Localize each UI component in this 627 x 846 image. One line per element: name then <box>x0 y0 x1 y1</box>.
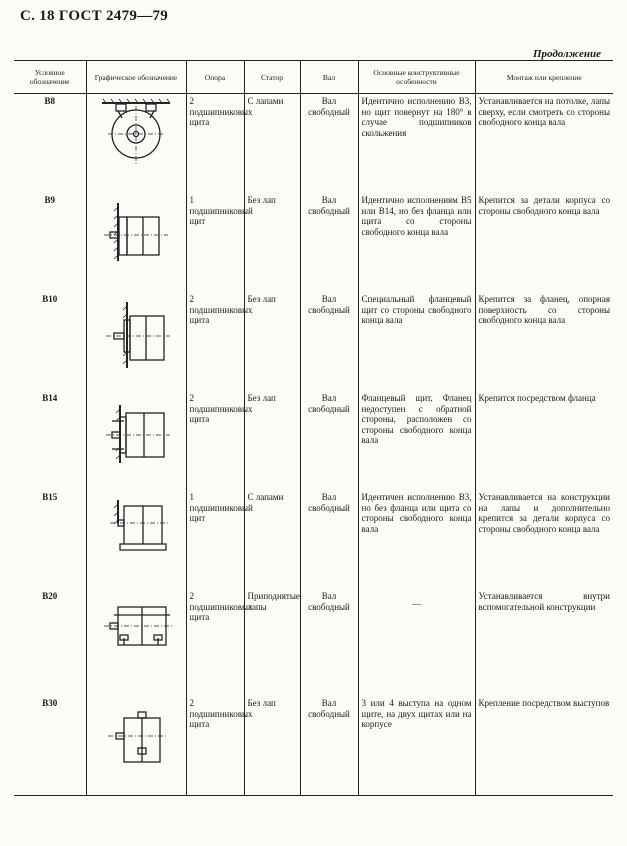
b20-motor-drawing-icon <box>96 593 176 663</box>
stator-cell: Без лап <box>244 292 300 391</box>
features-cell: — <box>358 589 475 696</box>
features-cell: Идентичен исполнению В3, но без фланца или щита со стороны свободного конца вала <box>358 490 475 589</box>
table-row <box>14 391 613 490</box>
support-cell: 1 подшипниковый щит <box>186 193 244 292</box>
col-header-code: Условное обозначение <box>14 61 86 94</box>
mounting-cell: Крепится за детали корпуса со стороны свободного конца вала <box>475 193 613 292</box>
col-header-figure: Графическое обозначение <box>86 61 186 94</box>
col-header-support: Опора <box>186 61 244 94</box>
support-cell: 2 подшипниковых щита <box>186 391 244 490</box>
col-header-stator: Статор <box>244 61 300 94</box>
stator-cell: Без лап <box>244 696 300 796</box>
shaft-cell: Вал свободный <box>300 696 358 796</box>
b10-motor-drawing-icon <box>96 296 176 376</box>
design-variants-table <box>14 60 613 796</box>
shaft-cell: Вал свободный <box>300 391 358 490</box>
stator-cell: С лапами <box>244 94 300 194</box>
mounting-cell: Устанавливается внутри вспомогательной конструкции <box>475 589 613 696</box>
support-cell: 2 подшипниковых щита <box>186 94 244 194</box>
page-header: С. 18 ГОСТ 2479—79 <box>20 8 169 24</box>
mounting-cell: Крепление посредством выступов <box>475 696 613 796</box>
mounting-cell: Устанавливается на потолке, лапы сверху, если смотреть со стороны свободного конца вала <box>475 94 613 194</box>
row-code: В9 <box>14 193 86 292</box>
stator-cell: Приподнятые лапы <box>244 589 300 696</box>
col-header-features: Основные конструктивные особенности <box>358 61 475 94</box>
col-header-mounting: Монтаж или крепление <box>475 61 613 94</box>
features-cell: Идентично исполнению В3, но щит повернут на 180° в случае подшипников скольжения <box>358 94 475 194</box>
mounting-cell: Крепится за фланец, опорная поверхность со стороны свободного конца вала <box>475 292 613 391</box>
row-code: В30 <box>14 696 86 796</box>
stator-cell: Без лап <box>244 193 300 292</box>
b15-motor-drawing-icon <box>96 494 176 564</box>
support-cell: 2 подшипниковых щита <box>186 589 244 696</box>
table-row <box>14 696 613 796</box>
stator-cell: Без лап <box>244 391 300 490</box>
b14-motor-drawing-icon <box>96 395 176 475</box>
support-cell: 2 подшипниковых щита <box>186 696 244 796</box>
table-header-row <box>14 61 613 94</box>
shaft-cell: Вал свободный <box>300 589 358 696</box>
b9-motor-drawing-icon <box>96 197 176 267</box>
features-cell: Специальный фланцевый щит со стороны свободного конца вала <box>358 292 475 391</box>
features-cell: Фланцевый щит. Фланец недоступен с обратной стороны, расположен со стороны свободного конца вала <box>358 391 475 490</box>
shaft-cell: Вал свободный <box>300 292 358 391</box>
table-row <box>14 490 613 589</box>
shaft-cell: Вал свободный <box>300 193 358 292</box>
b30-motor-drawing-icon <box>96 700 176 780</box>
col-header-shaft: Вал <box>300 61 358 94</box>
row-code: В20 <box>14 589 86 696</box>
row-code: В14 <box>14 391 86 490</box>
row-code: В15 <box>14 490 86 589</box>
mounting-cell: Крепится посредством фланца <box>475 391 613 490</box>
continuation-label: Продолжение <box>532 48 601 60</box>
stator-cell: С лапами <box>244 490 300 589</box>
mounting-cell: Устанавливается на конструкции на лапы и дополнительно крепится за детали корпуса со стороны свободного конца вала <box>475 490 613 589</box>
support-cell: 2 подшипниковых щита <box>186 292 244 391</box>
table-row <box>14 292 613 391</box>
row-code: В8 <box>14 94 86 194</box>
features-cell: Идентично исполнениям В5 или В14, но без фланца или щита со стороны свободного конца вала <box>358 193 475 292</box>
table-row <box>14 589 613 696</box>
shaft-cell: Вал свободный <box>300 94 358 194</box>
table-row <box>14 94 613 194</box>
row-code: В10 <box>14 292 86 391</box>
shaft-cell: Вал свободный <box>300 490 358 589</box>
table-row <box>14 193 613 292</box>
support-cell: 1 подшипниковый щит <box>186 490 244 589</box>
features-cell: 3 или 4 выступа на одном щите, на двух щитах или на корпусе <box>358 696 475 796</box>
b8-motor-drawing-icon <box>96 98 176 168</box>
